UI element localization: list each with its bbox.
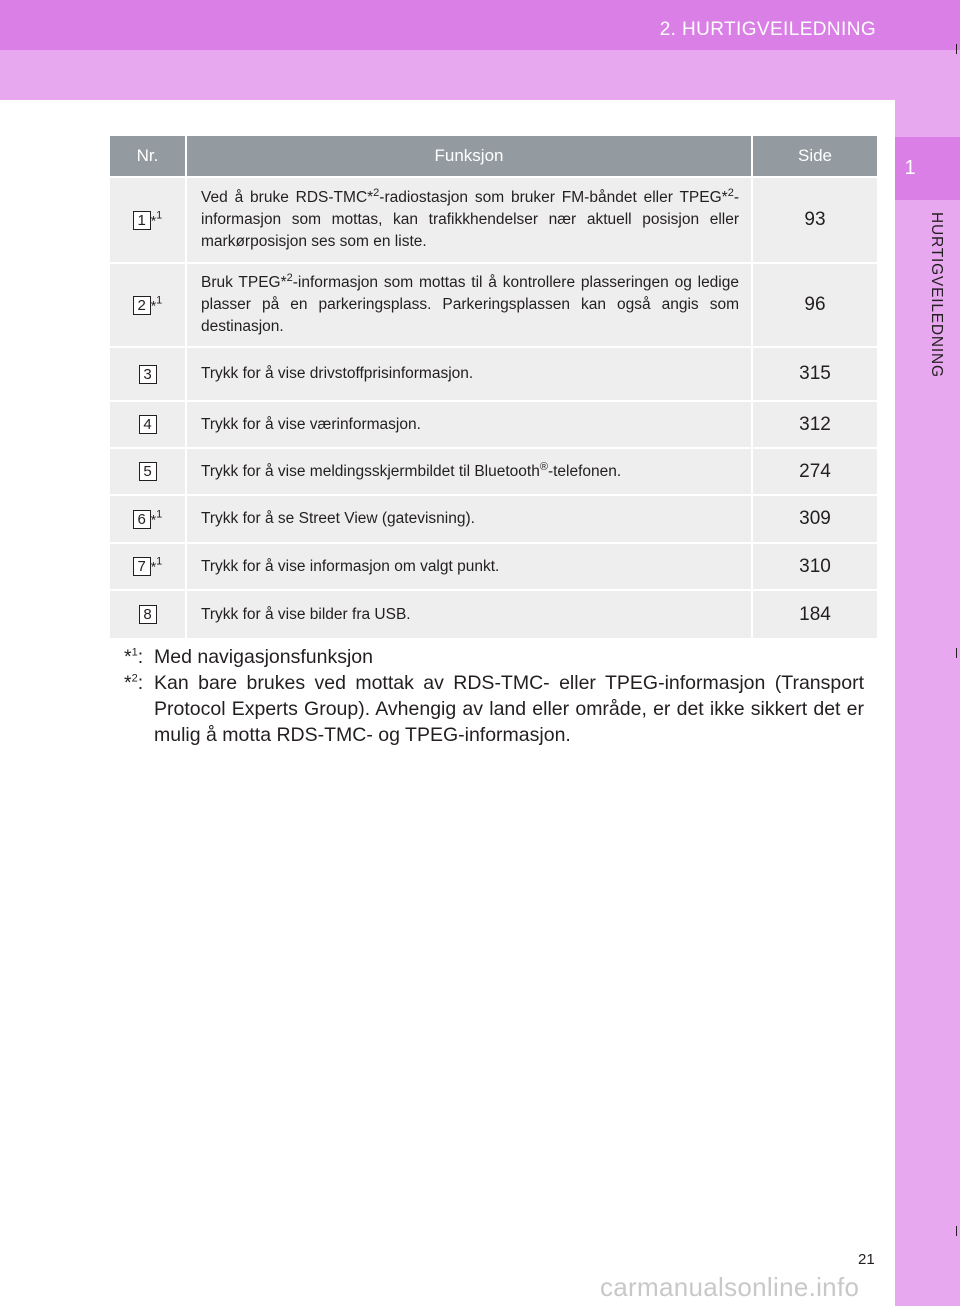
footnote-mark: *$^2$: (124, 672, 144, 694)
row-number-cell: 6 *$^1$ (110, 495, 186, 543)
table-row (110, 495, 877, 543)
function-text: Bruk TPEG*$^2$-informasjon som mottas til å kontrollere plasseringen og ledige plasser på en parkeringsplass. Parkeringsplassen kan også angis som destinasjon. (186, 263, 752, 347)
number-box: 1 (133, 211, 151, 230)
footnote-mark: *$^1$: (124, 646, 144, 668)
footnote-text: Kan bare brukes ved mottak av RDS-TMC- eller TPEG-informasjon (Transport Protocol Experts Group). Avhengig av land eller område, er det ikke sikkert det er mulig å motta RDS-TMC- og TPEG-informasjon. (154, 672, 864, 746)
number-box: 2 (133, 296, 151, 315)
number-box: 3 (139, 365, 157, 384)
header-side: Side (752, 136, 877, 177)
header-funksjon: Funksjon (186, 136, 752, 177)
row-number-cell: 1 *$^1$ (110, 177, 186, 263)
number-box: 8 (139, 605, 157, 624)
row-number-cell (110, 347, 186, 401)
top-band (0, 0, 960, 100)
row-number-cell (110, 590, 186, 638)
chapter-tab[interactable] (895, 137, 960, 200)
page-reference: 274 (752, 448, 877, 495)
number-box: 7 (133, 557, 151, 576)
row-number-cell: 2 *$^1$ (110, 263, 186, 347)
number-box: 4 (139, 415, 157, 434)
table-row (110, 448, 877, 495)
page-reference: 93 (752, 177, 877, 263)
page-number: 21 (858, 1251, 875, 1268)
number-box: 6 (133, 510, 151, 529)
page-reference: 309 (752, 495, 877, 543)
function-text: Trykk for å vise informasjon om valgt punkt. (186, 543, 752, 590)
table-row (110, 401, 877, 448)
function-table (110, 136, 877, 638)
function-text: Trykk for å vise drivstoffprisinformasjon. (186, 347, 752, 401)
table-row (110, 347, 877, 401)
function-text: Trykk for å vise værinformasjon. (186, 401, 752, 448)
number-box: 5 (139, 462, 157, 481)
header-nr: Nr. (110, 136, 186, 177)
chapter-number: 1 (904, 157, 916, 179)
crop-mark (956, 44, 957, 54)
page-reference: 184 (752, 590, 877, 638)
chapter-label: HURTIGVEILEDNING (928, 212, 945, 378)
table-header-row (110, 136, 877, 177)
footnote-text: Med navigasjonsfunksjon (154, 646, 373, 668)
section-title: 2. HURTIGVEILEDNING (659, 19, 876, 40)
function-text: Trykk for å vise meldingsskjermbildet til Bluetooth®-telefonen. (186, 448, 752, 495)
footnotes (124, 644, 864, 748)
row-number-cell (110, 401, 186, 448)
crop-mark (956, 648, 957, 658)
watermark[interactable]: carmanualsonline.info (600, 1272, 860, 1302)
table-row (110, 263, 877, 347)
row-number-cell: 7 *$^1$ (110, 543, 186, 590)
function-text: Trykk for å vise bilder fra USB. (186, 590, 752, 638)
page-reference: 310 (752, 543, 877, 590)
table-row (110, 543, 877, 590)
page-reference: 312 (752, 401, 877, 448)
page-reference: 96 (752, 263, 877, 347)
crop-mark (956, 1226, 957, 1236)
footnote (124, 670, 864, 748)
table-row (110, 590, 877, 638)
row-number-cell (110, 448, 186, 495)
function-text: Ved å bruke RDS-TMC*$^2$-radiostasjon som bruker FM-båndet eller TPEG*$^2$-informasjon som mottas, kan trafikkhendelser nær aktuell posisjon eller markørposisjon ses som en liste. (186, 177, 752, 263)
page-reference: 315 (752, 347, 877, 401)
function-text: Trykk for å se Street View (gatevisning). (186, 495, 752, 543)
footnote (124, 644, 864, 670)
table-row (110, 177, 877, 263)
